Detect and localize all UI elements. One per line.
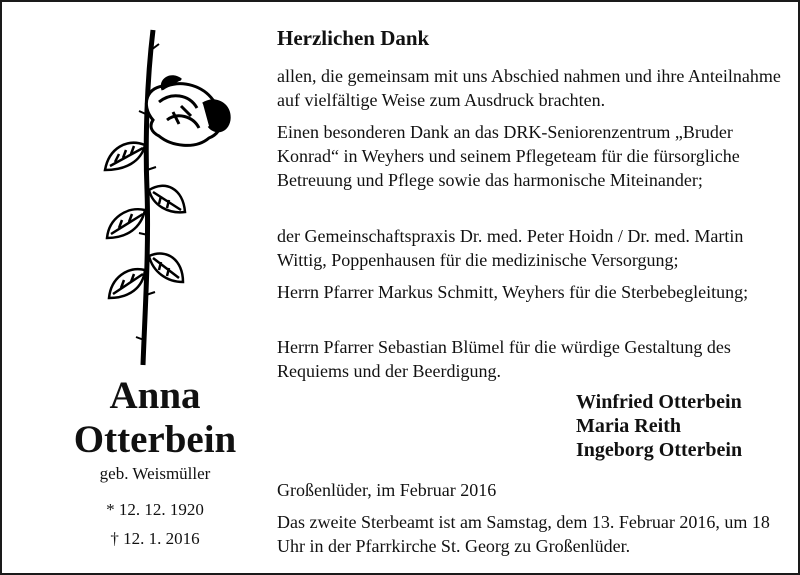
signature-1: Winfried Otterbein (576, 391, 742, 413)
maiden-name: geb. Weismüller (99, 464, 211, 483)
signature-3: Ingeborg Otterbein (576, 439, 743, 461)
deceased-first-name: Anna (109, 374, 201, 417)
thanks-pastor-bluemel: Herrn Pfarrer Sebastian Blümel für die würdige Gestaltung des Requiems und der Beerdigung. (277, 337, 731, 381)
thanks-pastor-schmitt: Herrn Pfarrer Markus Schmitt, Weyhers für die Sterbebegleitung; (277, 282, 749, 302)
signature-2: Maria Reith (576, 415, 681, 437)
rose-icon (85, 20, 255, 370)
birth-date: * 12. 12. 1920 (106, 500, 204, 519)
thanks-care-home: Einen besonderen Dank an das DRK-Seniorenzentrum „Bruder Konrad“ in Weyhers und seinem Pflegeteam für die fürsorgliche Betreuung und Pflege sowie das harmonische Miteinander; (277, 122, 740, 190)
memorial-mass-info: Das zweite Sterbeamt ist am Samstag, dem 13. Februar 2016, um 18 Uhr in der Pfarrkirche St. Georg zu Großenlüder. (277, 512, 770, 556)
place-date: Großenlüder, im Februar 2016 (277, 480, 497, 500)
deceased-last-name: Otterbein (73, 418, 237, 461)
thanks-doctors: der Gemeinschaftspraxis Dr. med. Peter Hoidn / Dr. med. Martin Wittig, Poppenhausen für die medizinische Versorgung; (277, 226, 744, 270)
death-date: † 12. 1. 2016 (110, 529, 200, 548)
notice-heading: Herzlichen Dank (277, 26, 430, 50)
thanks-paragraph: allen, die gemeinsam mit uns Abschied nahmen und ihre Anteilnahme auf vielfältige Weise zum Ausdruck brachten. (277, 66, 781, 110)
